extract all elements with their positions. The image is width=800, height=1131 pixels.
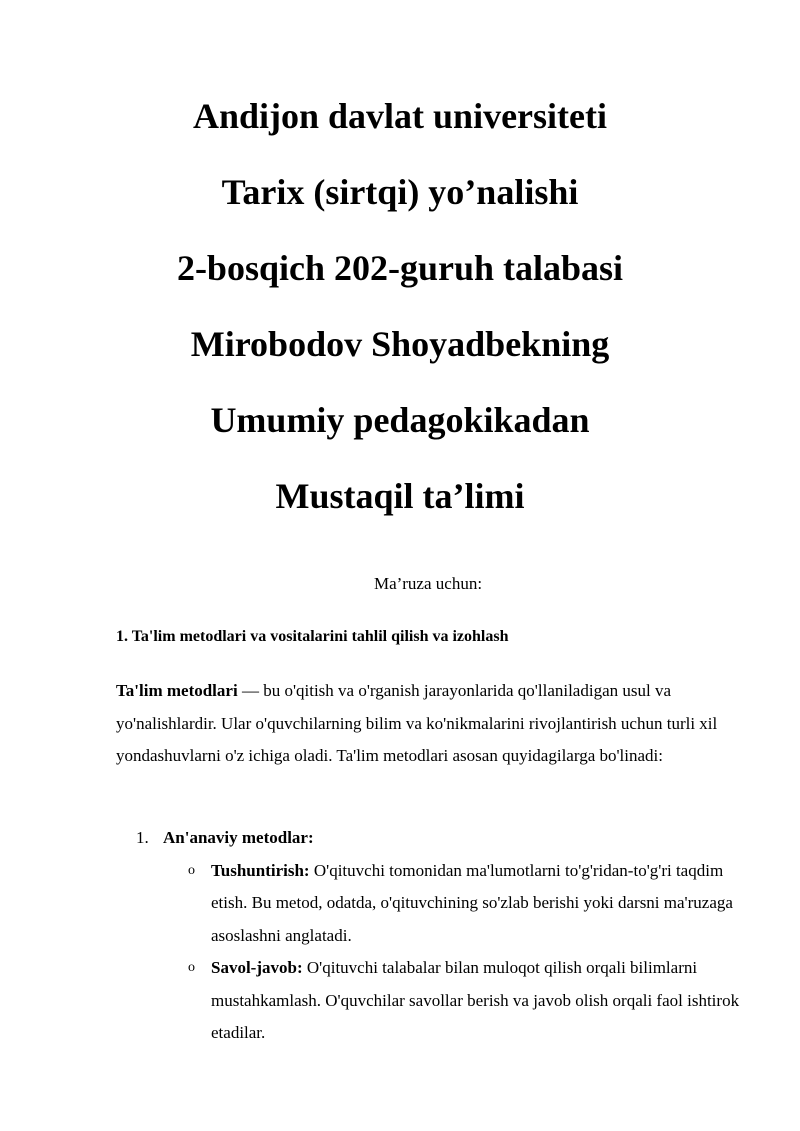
title-line-group: 2-bosqich 202-guruh talabasi: [176, 248, 624, 288]
bullet-circle-icon: o: [188, 960, 195, 975]
title-line-student: Mirobodov Shoyadbekning: [190, 324, 610, 364]
intro-term: Ta'lim metodlari: [116, 681, 238, 700]
title-line-direction: Tarix (sirtqi) yo’nalishi: [221, 172, 579, 212]
sub-item-term: Tushuntirish:: [211, 860, 310, 880]
section-heading: 1. Ta'lim metodlari va vositalarini tahlil qilish va izohlash: [116, 628, 509, 645]
sub-item-text: O'qituvchi tomonidan ma'lumotlarni to'g'ridan-to'g'ri taqdim etish. Bu metod, odatda, o'qituvchining so'zlab berishi yoki darsni ma'ruzaga asoslashni anglatadi.: [211, 860, 733, 945]
title-line-work-type: Mustaqil ta’limi: [275, 476, 525, 516]
methods-list: [116, 822, 746, 1050]
list-item: [116, 822, 746, 1050]
bullet-circle-icon: o: [188, 862, 195, 878]
intro-text: — bu o'qitish va o'rganish jarayonlarida qo'llaniladigan usul va yo'nalishlardir. Ular o'quvchilarning bilim va ko'nikmalarini rivojlantirish uchun turli xil yondashuvlarni o'z ichiga oladi. Ta'lim metodlari asosan quyidagilarga bo'linadi:: [116, 681, 718, 765]
sub-item-text: O'qituvchi talabalar bilan muloqot qilish orqali bilimlarni mustahkamlash. O'quvchilar savollar berish va javob olish orqali faol ishtirok etadilar.: [211, 958, 740, 1042]
title-line-subject: Umumiy pedagokikadan: [210, 400, 590, 440]
sub-list: [163, 855, 746, 1050]
sub-list-item: [163, 855, 746, 953]
title-block: [0, 78, 800, 534]
list-number: 1.: [136, 828, 149, 847]
sub-item-term: Savol-javob:: [211, 958, 303, 977]
title-line-university: Andijon davlat universiteti: [192, 96, 608, 136]
sub-list-item: [163, 952, 746, 1050]
subtitle: Ma’ruza uchun:: [373, 574, 483, 593]
list-label: An'anaviy metodlar:: [163, 828, 314, 847]
intro-paragraph: [116, 675, 746, 773]
